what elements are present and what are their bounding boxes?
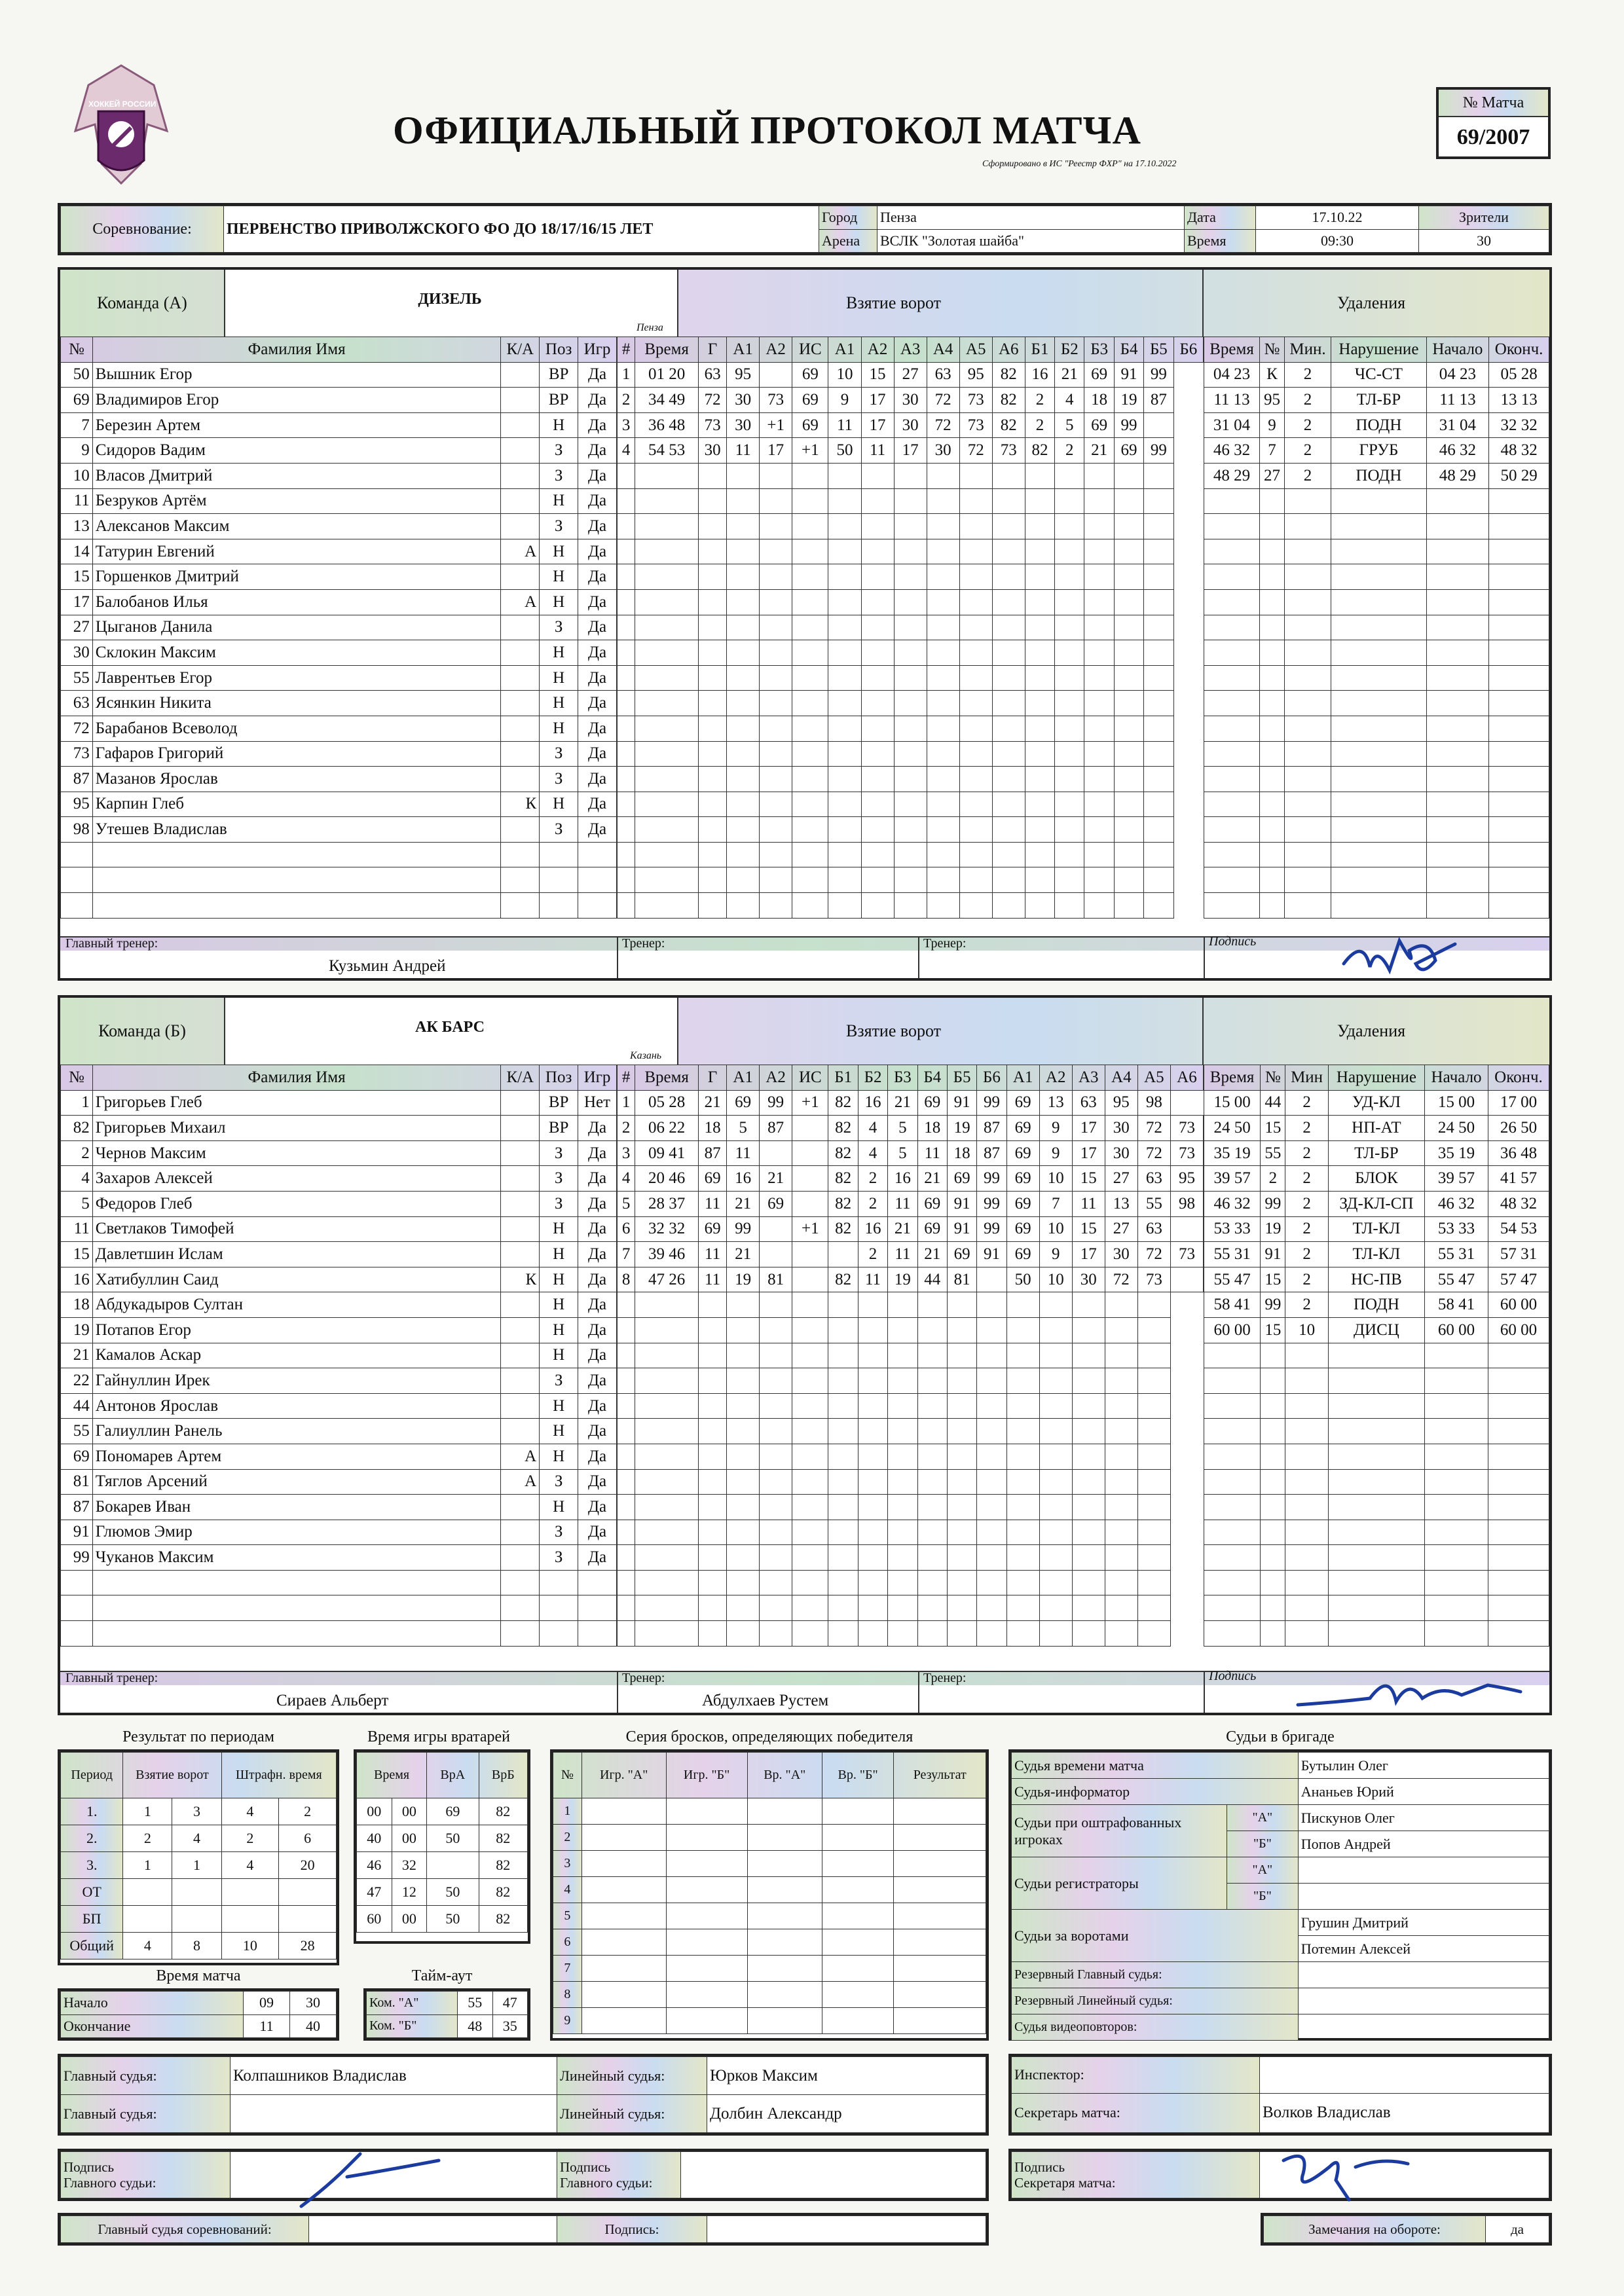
table-row: 13 Алексанов Максим З Да [61, 514, 617, 539]
signature-box: Подпись Главного судьи: Подпись Главного судьи: [58, 2149, 989, 2201]
line-referee-1: Юрков Максим [707, 2057, 986, 2095]
table-row [61, 893, 617, 919]
penalty-row [1204, 1368, 1549, 1394]
team-a-name: ДИЗЕЛЬ [418, 291, 482, 308]
penalty-row [1204, 842, 1549, 867]
goal-row: 2 34 49 72 30 73 69 9 17 30 72 73 82 2 4 18 19 87 [618, 388, 1204, 413]
period-row: Общий 4 8 10 28 [61, 1933, 337, 1959]
goalie-row: 00 00 69 82 [357, 1798, 528, 1825]
remarks-box: Замечания на обороте: да [1261, 2213, 1552, 2246]
table-row: 2 Чернов Максим З Да [61, 1140, 617, 1166]
goal-judge-2: Потемин Алексей [1298, 1936, 1549, 1962]
goal-row [618, 1419, 1204, 1444]
penalty-row [1204, 1621, 1549, 1647]
table-row: 18 Абдукадыров Султан Н Да [61, 1292, 617, 1318]
team-b-name: АК БАРС [415, 1019, 485, 1036]
table-row: 22 Гайнуллин Ирек З Да [61, 1368, 617, 1394]
team-a-penalties-table: Время № Мин. Нарушение Начало Оконч. 04 23 К 2 ЧС-СТ 04 23 05 28 11 13 95 2 ТЛ-БР 11 13 13 13 31 04 9 2 ПОДН 31 04 32 32 46 32 7 2 ГРУБ 46 32 48 32 48 29 27 2 ПОДН 48 29 50 29 [1204, 337, 1549, 919]
team-a-roster: № Фамилия Имя К/А Поз Игр 50 Вышник Егор ВР Да 69 Владимиров Егор ВР Да 7 Березин Артем Н Да 9 Сидоров Вадим З Да 10 Власов Дмитрий З Да 11 Безруков Артём Н Да 13 Алексанов Максим З Да 14 Татурин Евгений А Н Да 15 Горшенков Дмитрий Н Да 17 Балобанов Илья А Н Да 27 Цыганов Данила З Да 30 Склокин Максим Н Да 55 Лаврентьев Егор Н Да 63 Ясянкин Никита Н Да 72 Барабанов Всеволод Н Да 73 Гафаров Григорий З Да 87 Мазанов Ярослав З Да 95 Карпин Глеб К Н Да 98 Утешев Владислав З Да [60, 337, 617, 919]
penalty-row [1204, 1595, 1549, 1621]
goal-row [618, 488, 1204, 514]
goalie-time-title: Время игры вратарей [367, 1728, 510, 1745]
table-row: 4 Захаров Алексей З Да [61, 1166, 617, 1192]
time-value: 09:30 [1256, 229, 1419, 253]
table-row: 82 Григорьев Михаил ВР Да [61, 1116, 617, 1141]
team-b-label: Команда (Б) [98, 1021, 186, 1040]
timekeeper: Бутылин Олег [1298, 1753, 1549, 1779]
table-row: 15 Давлетшин Ислам Н Да [61, 1242, 617, 1267]
goal-row: 3 36 48 73 30 +1 69 11 17 30 72 73 82 2 5 69 99 [618, 412, 1204, 438]
spectators-label: Зрители [1419, 206, 1549, 230]
penalty-row [1204, 1520, 1549, 1545]
match-start-label: Начало [61, 1992, 244, 2015]
shootout-row: 1 [553, 1798, 986, 1825]
goal-row [618, 539, 1204, 564]
goalie-row: 60 00 50 82 [357, 1906, 528, 1933]
goal-row: 5 28 37 11 21 69 82 2 11 69 91 99 69 7 11 13 55 98 [618, 1191, 1204, 1216]
team-b-coach: Абдулхаев Рустем [702, 1692, 829, 1709]
team-a-section [58, 267, 1552, 981]
goal-row [618, 767, 1204, 792]
goal-row [618, 716, 1204, 741]
table-row: 87 Мазанов Ярослав З Да [61, 767, 617, 792]
penalty-row [1204, 767, 1549, 792]
table-row: 98 Утешев Владислав З Да [61, 817, 617, 843]
team-b-penalties-title: Удаления [1337, 1021, 1406, 1040]
goal-row [618, 1444, 1204, 1469]
team-b-head-coach: Сираев Альберт [276, 1692, 389, 1709]
match-end-m: 40 [290, 2014, 337, 2038]
penalty-row: 15 00 44 2 УД-КЛ 15 00 17 00 [1204, 1090, 1549, 1116]
penalty-row: 55 47 15 2 НС-ПВ 55 47 57 47 [1204, 1267, 1549, 1292]
penalty-row [1204, 514, 1549, 539]
goal-row: 8 47 26 11 19 81 82 11 19 44 81 50 10 30 72 73 [618, 1267, 1204, 1292]
penalty-row: 24 50 15 2 НП-АТ 24 50 26 50 [1204, 1116, 1549, 1141]
goal-row: 1 05 28 21 69 99 +1 82 16 21 69 91 99 69 13 63 95 98 [618, 1090, 1204, 1116]
goalie-row: 40 00 50 82 [357, 1825, 528, 1852]
penalty-row [1204, 665, 1549, 691]
period-row: 3. 1 1 4 20 [61, 1852, 337, 1879]
penalty-row [1204, 1444, 1549, 1469]
table-row: 63 Ясянкин Никита Н Да [61, 691, 617, 716]
team-a-coach1-label: Тренер: [622, 936, 665, 951]
goal-judge-1: Грушин Дмитрий [1298, 1910, 1549, 1936]
penalty-row [1204, 589, 1549, 615]
match-number-box [1436, 87, 1551, 159]
main-referee-2 [231, 2095, 557, 2133]
table-row: 19 Потапов Егор Н Да [61, 1317, 617, 1343]
table-row: 55 Галиуллин Ранель Н Да [61, 1419, 617, 1444]
penalty-row: 53 33 19 2 ТЛ-КЛ 53 33 54 53 [1204, 1216, 1549, 1242]
team-b-goals-title: Взятие ворот [846, 1021, 942, 1040]
shootout-title: Серия бросков, определяющих победителя [625, 1728, 913, 1745]
table-row [61, 867, 617, 893]
goal-row [618, 1595, 1204, 1621]
table-row [61, 842, 617, 867]
shootout-row: 4 [553, 1877, 986, 1903]
goal-row: 6 32 32 69 99 +1 82 16 21 69 91 99 69 10 15 27 63 [618, 1216, 1204, 1242]
goalie-row: 47 12 50 82 [357, 1879, 528, 1906]
goal-row: 4 20 46 69 16 21 82 2 16 21 69 99 69 10 15 27 63 95 [618, 1166, 1204, 1192]
team-b-city: Казань [630, 1050, 662, 1061]
penalty-row: 48 29 27 2 ПОДН 48 29 50 29 [1204, 463, 1549, 488]
match-end-label: Окончание [61, 2014, 244, 2038]
inspector-box: Инспектор: Секретарь матча: Волков Владислав [1008, 2054, 1552, 2136]
team-b-head-coach-label: Главный тренер: [65, 1671, 158, 1685]
goal-row [618, 589, 1204, 615]
penalty-row: 39 57 2 2 БЛОК 39 57 41 57 [1204, 1166, 1549, 1192]
goal-row [618, 463, 1204, 488]
penalty-row [1204, 1570, 1549, 1595]
periods-box: Период Взятие ворот Штрафн. время 1. 1 3 4 2 2. 2 4 2 6 3. 1 1 4 20 ОТ БП Общий 4 8 10 28 [58, 1749, 339, 1965]
table-row: 11 Безруков Артём Н Да [61, 488, 617, 514]
goal-row [618, 1570, 1204, 1595]
table-row: 73 Гафаров Григорий З Да [61, 741, 617, 767]
officials-box: Судья времени матча Бутылин Олег Судья-информатор Ананьев Юрий Судьи при оштрафованных игроках "А" Пискунов Олег "Б" Попов Андрей Судьи регистраторы "А" "Б" Судьи за воротами Грушин Дмитрий Потемин Алексей Резервный Главный судья: Резервный Линейный судья: Судья видеоповторов: [1008, 1749, 1552, 2041]
spectators-value: 30 [1419, 229, 1549, 253]
timeout-b-s: 35 [492, 2014, 528, 2038]
secretary-signature [1270, 2141, 1428, 2206]
goal-row [618, 691, 1204, 716]
shootout-row: 2 [553, 1825, 986, 1851]
match-number: 69/2007 [1456, 125, 1530, 149]
team-a-coach2-label: Тренер: [923, 936, 967, 951]
goal-row [618, 1317, 1204, 1343]
line-referee-2: Долбин Александр [707, 2095, 986, 2133]
team-a-city: Пенза [637, 322, 663, 333]
table-row: 21 Камалов Аскар Н Да [61, 1343, 617, 1368]
period-row: 2. 2 4 2 6 [61, 1825, 337, 1852]
time-label: Время [1185, 229, 1256, 253]
penalty-row [1204, 817, 1549, 843]
penalty-row [1204, 1469, 1549, 1495]
penalty-row [1204, 564, 1549, 590]
penalty-row: 60 00 15 10 ДИСЦ 60 00 60 00 [1204, 1317, 1549, 1343]
timeout-a-label: Ком. "А" [367, 1992, 458, 2015]
team-a-head-coach-label: Главный тренер: [65, 936, 158, 951]
goal-row: 1 01 20 63 95 69 10 15 27 63 95 82 16 21 69 91 99 [618, 362, 1204, 388]
penalty-row [1204, 640, 1549, 666]
table-row: 1 Григорьев Глеб ВР Нет [61, 1090, 617, 1116]
team-b-signature-label: Подпись [1209, 1669, 1257, 1683]
goal-row: 3 09 41 87 11 82 4 5 11 18 87 69 9 17 30 72 73 [618, 1140, 1204, 1166]
team-b-coach2-label: Тренер: [923, 1671, 967, 1685]
competition-name: ПЕРВЕНСТВО ПРИВОЛЖСКОГО ФО ДО 18/17/16/15 ЛЕТ [224, 206, 819, 253]
timeout-a-s: 47 [492, 1992, 528, 2015]
info-bar [58, 203, 1552, 255]
table-row: 81 Тяглов Арсений А З Да [61, 1469, 617, 1495]
penalty-judge-b: Попов Андрей [1298, 1831, 1549, 1857]
goal-row [618, 1343, 1204, 1368]
timeout-box [363, 1988, 530, 2041]
goal-row [618, 741, 1204, 767]
secretary-signature-box: Подпись Секретаря матча: [1008, 2149, 1552, 2201]
remarks-value: да [1486, 2216, 1549, 2243]
penalty-row: 04 23 К 2 ЧС-СТ 04 23 05 28 [1204, 362, 1549, 388]
period-row: БП [61, 1906, 337, 1933]
shootout-row: 7 [553, 1956, 986, 1982]
match-start-m: 30 [290, 1992, 337, 2015]
table-row: 15 Горшенков Дмитрий Н Да [61, 564, 617, 590]
shootout-row: 8 [553, 1982, 986, 2008]
penalty-judge-a: Пискунов Олег [1298, 1805, 1549, 1831]
team-b-coach1-label: Тренер: [622, 1671, 665, 1685]
table-row: 44 Антонов Ярослав Н Да [61, 1393, 617, 1419]
shootout-row: 9 [553, 2008, 986, 2034]
table-row: 55 Лаврентьев Егор Н Да [61, 665, 617, 691]
penalty-row: 31 04 9 2 ПОДН 31 04 32 32 [1204, 412, 1549, 438]
table-row: 87 Бокарев Иван Н Да [61, 1495, 617, 1520]
table-row [61, 1595, 617, 1621]
goalie-time-box: Время ВрА ВрБ 00 00 69 82 40 00 50 82 46 32 82 47 12 50 82 60 00 50 82 [354, 1749, 530, 1944]
penalty-row [1204, 1393, 1549, 1419]
table-row: 16 Хатибуллин Саид К Н Да [61, 1267, 617, 1292]
table-row: 50 Вышник Егор ВР Да [61, 362, 617, 388]
match-end-h: 11 [244, 2014, 290, 2038]
main-referee-1: Колпашников Владислав [231, 2057, 557, 2095]
goal-row [618, 1393, 1204, 1419]
team-b-roster: № Фамилия Имя К/А Поз Игр 1 Григорьев Глеб ВР Нет 82 Григорьев Михаил ВР Да 2 Чернов Максим З Да 4 Захаров Алексей З Да 5 Федоров Глеб З Да 11 Светлаков Тимофей Н Да 15 Давлетшин Ислам Н Да 16 Хатибуллин Саид К Н Да 18 Абдукадыров Султан Н Да 19 Потапов Егор Н Да 21 Камалов Аскар Н Да 22 Гайнуллин Ирек З Да 44 Антонов Ярослав Н Да 55 Галиуллин Ранель Н Да 69 Пономарев Артем А Н Да 81 Тяглов Арсений А З Да 87 Бокарев Иван Н Да 91 Глюмов Эмир З Да 99 Чуканов Максим З Да [60, 1065, 617, 1647]
team-b-section [58, 995, 1552, 1715]
timeout-title: Тайм-аут [411, 1967, 473, 1984]
table-row: 30 Склокин Максим Н Да [61, 640, 617, 666]
team-a-goals-title: Взятие ворот [846, 293, 942, 312]
date-label: Дата [1185, 206, 1256, 230]
table-row [61, 1621, 617, 1647]
team-b-goals-table: # Время Г А1 А2 ИС Б1 Б2 Б3 Б4 Б5 Б6 А1 А2 А3 А4 А5 А6 1 05 28 21 69 99 +1 82 16 21 69 91 99 69 13 63 95 98 2 06 22 18 5 87 82 4 5 18 19 87 69 9 17 30 72 73 3 09 41 87 11 82 4 5 11 18 87 69 9 17 30 72 73 4 20 46 69 16 21 82 2 16 21 69 99 69 10 15 27 63 95 5 28 37 11 21 69 82 2 11 69 91 99 69 7 11 13 55 98 6 32 32 69 99 +1 82 16 21 69 91 99 69 10 15 27 63 7 39 46 11 21 2 11 21 69 91 69 9 17 30 72 73 8 47 26 11 19 81 82 11 19 44 81 50 10 30 72 73 [617, 1065, 1204, 1647]
team-a-penalties-title: Удаления [1337, 293, 1406, 312]
shootout-row: 6 [553, 1929, 986, 1956]
penalty-row [1204, 1419, 1549, 1444]
table-row: 17 Балобанов Илья А Н Да [61, 589, 617, 615]
penalty-row [1204, 488, 1549, 514]
table-row [61, 1570, 617, 1595]
officials-title: Судьи в бригаде [1226, 1728, 1335, 1745]
penalty-row [1204, 893, 1549, 919]
penalty-row [1204, 741, 1549, 767]
goal-row [618, 893, 1204, 919]
competition-label: Соревнование: [61, 206, 224, 253]
table-row: 7 Березин Артем Н Да [61, 412, 617, 438]
goal-row [618, 842, 1204, 867]
goalie-row: 46 32 82 [357, 1852, 528, 1879]
city-label: Город [819, 206, 877, 230]
team-a-head-coach: Кузьмин Андрей [329, 957, 446, 975]
competition-referee-box: Главный судья соревнований: Подпись: [58, 2213, 989, 2246]
penalty-row: 55 31 91 2 ТЛ-КЛ 55 31 57 31 [1204, 1242, 1549, 1267]
goal-row [618, 1545, 1204, 1571]
period-row: ОТ [61, 1879, 337, 1906]
team-a-coach-signature [1337, 931, 1468, 983]
main-referee-signature [288, 2141, 458, 2213]
penalty-row [1204, 716, 1549, 741]
penalty-row: 58 41 99 2 ПОДН 58 41 60 00 [1204, 1292, 1549, 1318]
shootout-row: 3 [553, 1851, 986, 1877]
team-b-penalties-table: Время № Мин Нарушение Начало Оконч. 15 00 44 2 УД-КЛ 15 00 17 00 24 50 15 2 НП-АТ 24 50 26 50 35 19 55 2 ТЛ-БР 35 19 36 48 39 57 2 2 БЛОК 39 57 41 57 46 32 99 2 ЗД-КЛ-СП 46 32 48 32 53 33 19 2 ТЛ-КЛ 53 33 54 53 55 31 91 2 ТЛ-КЛ 55 31 57 31 55 47 15 2 НС-ПВ 55 47 57 47 58 41 99 2 ПОДН 58 41 60 00 60 00 15 10 ДИСЦ 60 00 60 00 [1204, 1065, 1549, 1647]
fhr-logo [62, 52, 180, 196]
goal-row [618, 867, 1204, 893]
secretary: Волков Владислав [1260, 2093, 1549, 2132]
timeout-a-m: 55 [458, 1992, 493, 2015]
table-row: 69 Владимиров Егор ВР Да [61, 388, 617, 413]
table-row: 9 Сидоров Вадим З Да [61, 438, 617, 464]
goal-row [618, 665, 1204, 691]
penalty-row: 35 19 55 2 ТЛ-БР 35 19 36 48 [1204, 1140, 1549, 1166]
team-a-signature-label: Подпись [1209, 934, 1257, 949]
table-row: 99 Чуканов Максим З Да [61, 1545, 617, 1571]
goal-row [618, 1520, 1204, 1545]
penalty-row [1204, 615, 1549, 640]
penalty-row [1204, 1545, 1549, 1571]
penalty-row [1204, 792, 1549, 817]
table-row: 95 Карпин Глеб К Н Да [61, 792, 617, 817]
goal-row [618, 817, 1204, 843]
match-number-label: № Матча [1439, 90, 1548, 117]
page-subtitle: Сформировано в ИС "Реестр ФХР" на 17.10.2022 [982, 159, 1177, 169]
referees-box: Главный судья: Колпашников Владислав Линейный судья: Юрков Максим Главный судья: Линейный судья: Долбин Александр [58, 2054, 989, 2136]
page-title: ОФИЦИАЛЬНЫЙ ПРОТОКОЛ МАТЧА [393, 109, 1141, 152]
city-value: Пенза [877, 206, 1185, 230]
penalty-row [1204, 1343, 1549, 1368]
goal-row [618, 564, 1204, 590]
goal-row [618, 514, 1204, 539]
shootout-row: 5 [553, 1903, 986, 1929]
penalty-row [1204, 1495, 1549, 1520]
goal-row [618, 640, 1204, 666]
goal-row [618, 1495, 1204, 1520]
penalty-row: 11 13 95 2 ТЛ-БР 11 13 13 13 [1204, 388, 1549, 413]
table-row: 11 Светлаков Тимофей Н Да [61, 1216, 617, 1242]
arena-value: ВСЛК "Золотая шайба" [877, 229, 1185, 253]
shootout-box: № Игр. "А" Игр. "Б" Вр. "А" Вр. "Б" Результат 1 2 3 4 5 6 7 8 9 [550, 1749, 989, 2041]
table-row: 5 Федоров Глеб З Да [61, 1191, 617, 1216]
penalty-row: 46 32 99 2 ЗД-КЛ-СП 46 32 48 32 [1204, 1191, 1549, 1216]
penalty-row [1204, 539, 1549, 564]
goal-row: 7 39 46 11 21 2 11 21 69 91 69 9 17 30 72 73 [618, 1242, 1204, 1267]
goal-row [618, 615, 1204, 640]
match-time-box [58, 1988, 339, 2041]
goal-row [618, 1368, 1204, 1394]
table-row: 14 Татурин Евгений А Н Да [61, 539, 617, 564]
table-row: 91 Глюмов Эмир З Да [61, 1520, 617, 1545]
periods-title: Результат по периодам [122, 1728, 274, 1745]
goal-row [618, 1621, 1204, 1647]
table-row: 27 Цыганов Данила З Да [61, 615, 617, 640]
match-start-h: 09 [244, 1992, 290, 2015]
goal-row [618, 1469, 1204, 1495]
goal-row [618, 1292, 1204, 1318]
table-row: 72 Барабанов Всеволод Н Да [61, 716, 617, 741]
match-time-title: Время матча [156, 1967, 241, 1984]
table-row: 69 Пономарев Артем А Н Да [61, 1444, 617, 1469]
goal-row: 4 54 53 30 11 17 +1 50 11 17 30 72 73 82 2 21 69 99 [618, 438, 1204, 464]
timeout-b-m: 48 [458, 2014, 493, 2038]
informer: Ананьев Юрий [1298, 1779, 1549, 1805]
timeout-b-label: Ком. "Б" [367, 2014, 458, 2038]
penalty-row [1204, 691, 1549, 716]
team-b-coach-signature [1291, 1666, 1527, 1718]
goal-row [618, 792, 1204, 817]
team-a-label: Команда (А) [97, 293, 187, 312]
team-a-goals-table: # Время Г А1 А2 ИС А1 А2 А3 А4 А5 А6 Б1 Б2 Б3 Б4 Б5 Б6 1 01 20 63 95 69 10 15 27 63 95 82 16 21 69 91 99 2 34 49 72 30 73 69 9 17 30 72 73 82 2 4 18 19 87 3 36 48 73 30 +1 69 11 17 30 72 73 82 2 5 69 99 4 54 53 30 11 17 +1 50 11 17 30 72 73 82 2 21 69 99 [617, 337, 1204, 919]
date-value: 17.10.22 [1256, 206, 1419, 230]
arena-label: Арена [819, 229, 877, 253]
goal-row: 2 06 22 18 5 87 82 4 5 18 19 87 69 9 17 30 72 73 [618, 1116, 1204, 1141]
penalty-row: 46 32 7 2 ГРУБ 46 32 48 32 [1204, 438, 1549, 464]
penalty-row [1204, 867, 1549, 893]
period-row: 1. 1 3 4 2 [61, 1798, 337, 1825]
logo-text: ХОККЕЙ РОССИИ [88, 100, 157, 109]
table-row: 10 Власов Дмитрий З Да [61, 463, 617, 488]
